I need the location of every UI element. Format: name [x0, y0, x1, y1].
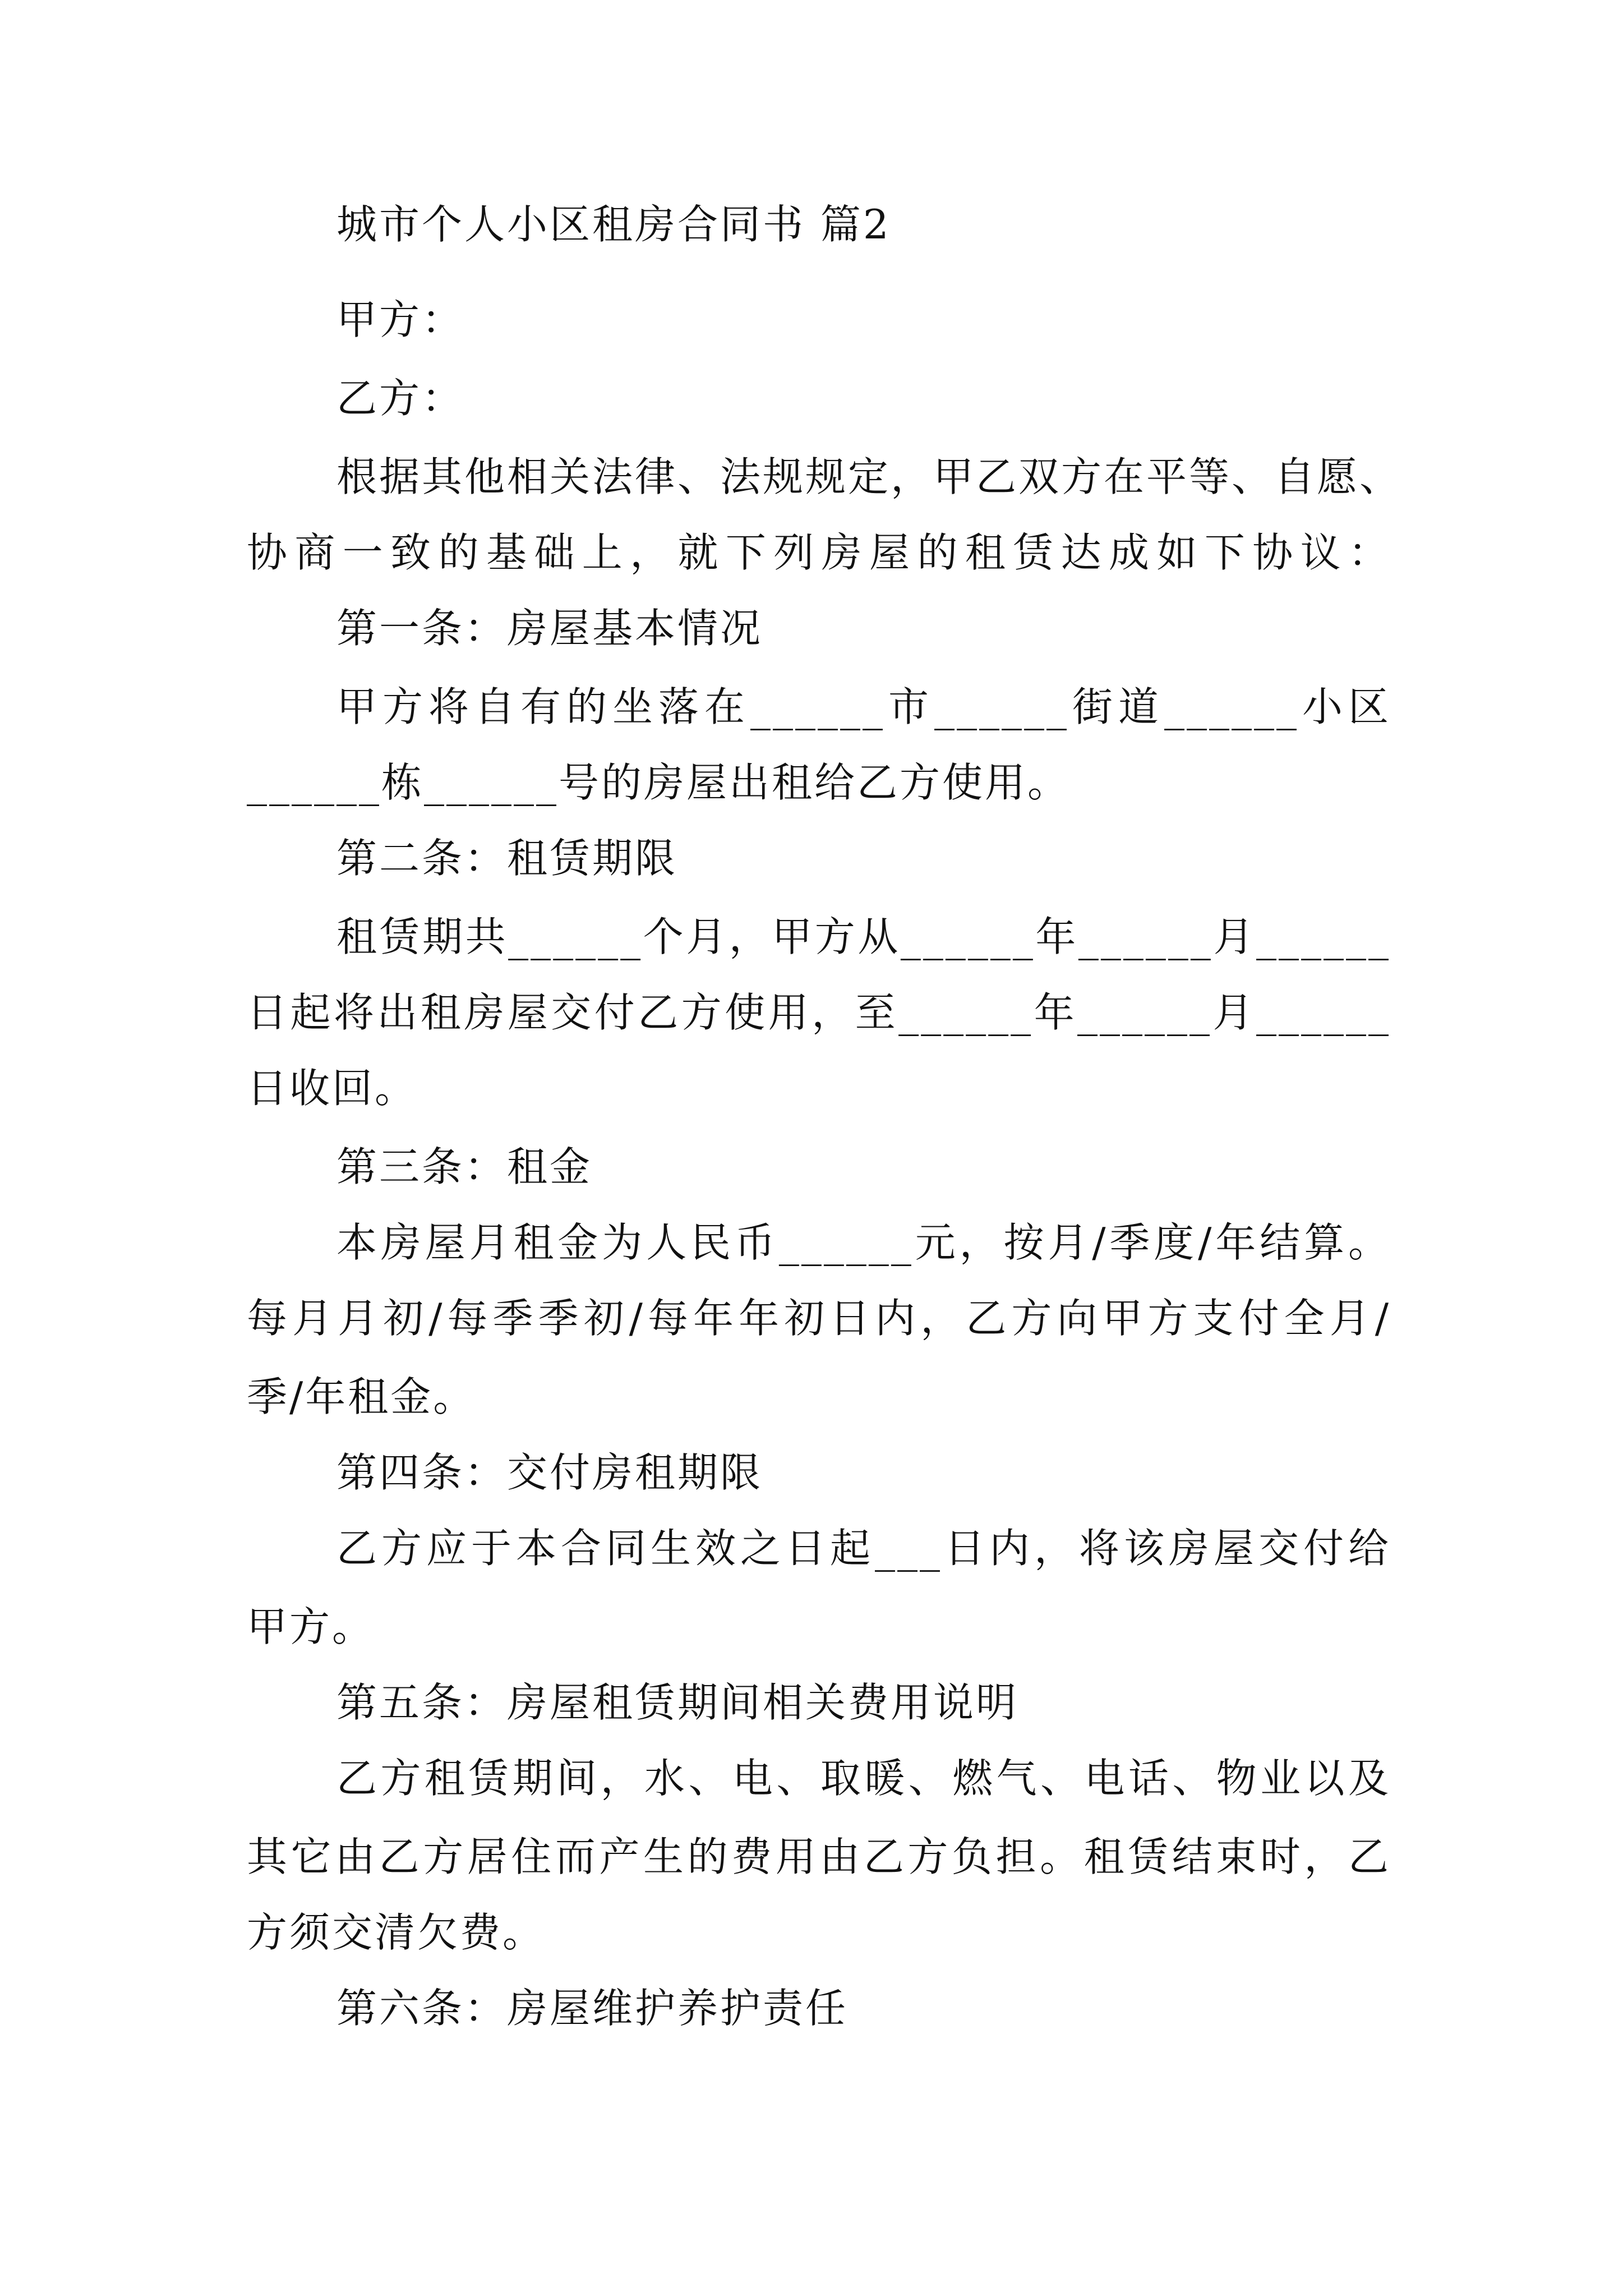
party-a-label: 甲方： [336, 296, 465, 343]
article-4-line-1: 乙方应于本合同生效之日起___日内，将该房屋交付给 [336, 1525, 1391, 1572]
article-5-heading: 第五条：房屋租赁期间相关费用说明 [336, 1679, 1019, 1726]
preamble-line-2: 协商一致的基础上，就下列房屋的租赁达成如下协议： [247, 529, 1391, 576]
article-6-heading: 第六条：房屋维护养护责任 [336, 1985, 849, 2032]
article-1-line-1: 甲方将自有的坐落在______市______街道______小区 [336, 683, 1391, 730]
article-2-heading: 第二条：租赁期限 [336, 835, 678, 882]
article-1-line-2: ______栋______号的房屋出租给乙方使用。 [247, 759, 1071, 806]
party-b-label: 乙方： [336, 375, 465, 422]
article-2-line-2: 日起将出租房屋交付乙方使用，至______年______月______ [247, 989, 1391, 1036]
article-3-line-2: 每月月初/每季季初/每年年初日内，乙方向甲方支付全月/ [247, 1295, 1391, 1342]
document-title: 城市个人小区租房合同书 篇2 [336, 201, 891, 248]
article-5-line-1: 乙方租赁期间，水、电、取暖、燃气、电话、物业以及 [336, 1755, 1391, 1802]
preamble-line-1: 根据其他相关法律、法规规定，甲乙双方在平等、自愿、 [336, 453, 1403, 500]
article-3-line-1: 本房屋月租金为人民币______元，按月/季度/年结算。 [336, 1219, 1391, 1266]
article-5-line-3: 方须交清欠费。 [247, 1909, 546, 1956]
article-1-heading: 第一条：房屋基本情况 [336, 605, 763, 652]
article-3-line-3: 季/年租金。 [247, 1373, 476, 1420]
article-2-line-1: 租赁期共______个月，甲方从______年______月______ [336, 913, 1391, 960]
article-4-heading: 第四条：交付房租期限 [336, 1449, 763, 1496]
article-3-heading: 第三条：租金 [336, 1143, 593, 1190]
article-5-line-2: 其它由乙方居住而产生的费用由乙方负担。租赁结束时，乙 [247, 1833, 1391, 1880]
article-2-line-3: 日收回。 [247, 1065, 418, 1112]
article-4-line-2: 甲方。 [247, 1603, 375, 1650]
